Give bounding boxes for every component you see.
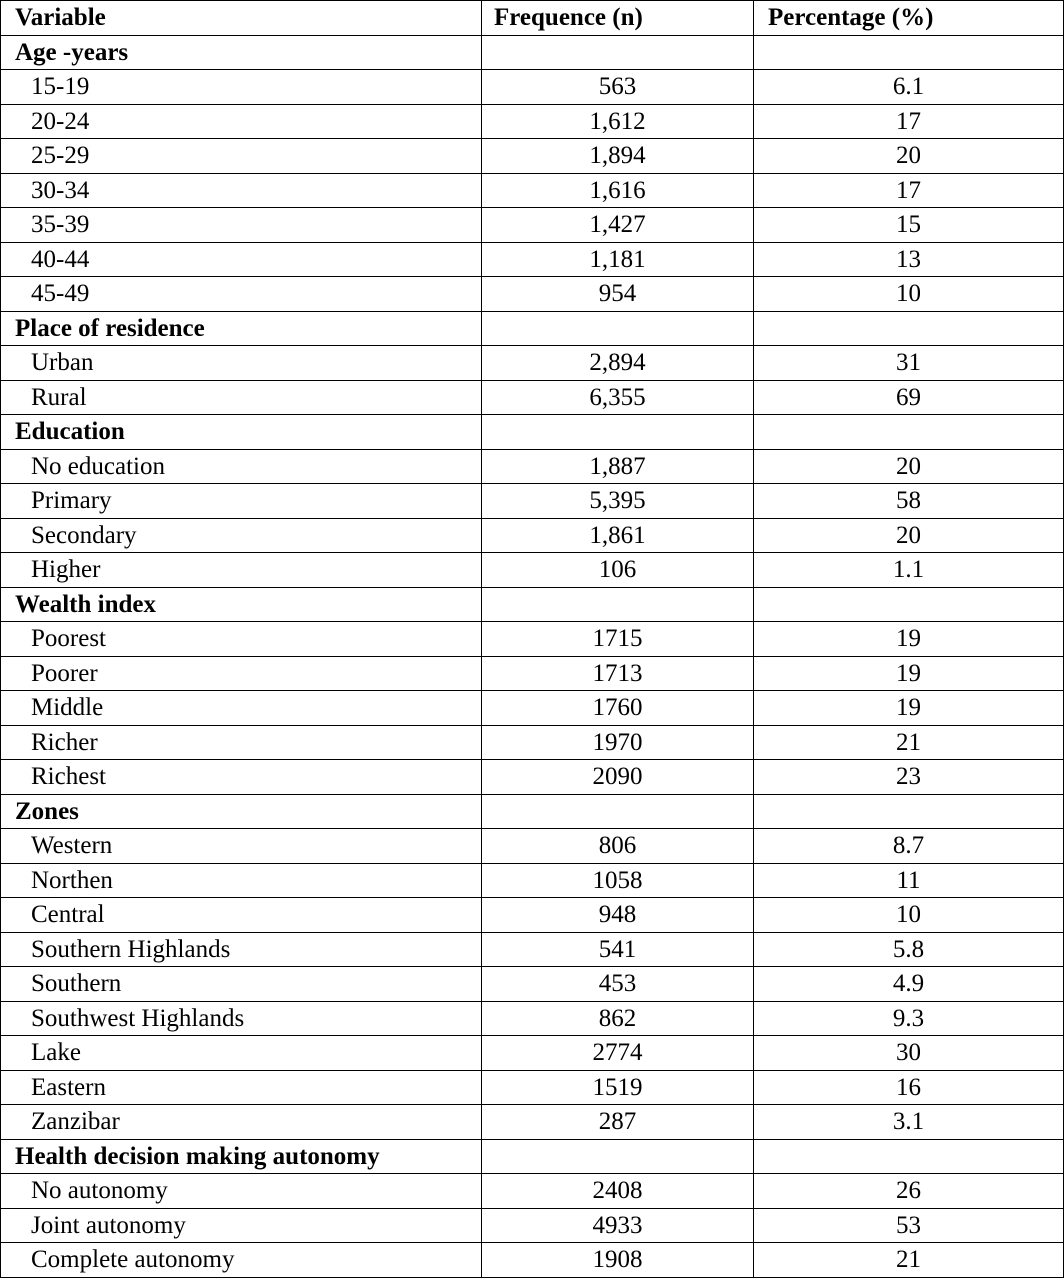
percentage-cell: 30: [754, 1036, 1064, 1071]
row-label: No education: [1, 449, 482, 484]
percentage-cell: 20: [754, 449, 1064, 484]
table-row: [1, 932, 1064, 967]
table-row: [1, 553, 1064, 588]
empty-cell: [482, 1139, 754, 1174]
percentage-cell: 17: [754, 173, 1064, 208]
section-row: [1, 415, 1064, 450]
empty-cell: [482, 415, 754, 450]
percentage-cell: 10: [754, 898, 1064, 933]
row-label: Middle: [1, 691, 482, 726]
table-row: [1, 208, 1064, 243]
percentage-cell: 10: [754, 277, 1064, 312]
percentage-cell: 23: [754, 760, 1064, 795]
table-row: [1, 139, 1064, 174]
table-row: [1, 277, 1064, 312]
section-title: Age -years: [1, 35, 482, 70]
row-label: Rural: [1, 380, 482, 415]
percentage-cell: 69: [754, 380, 1064, 415]
row-label: 15-19: [1, 70, 482, 105]
section-title: Zones: [1, 794, 482, 829]
header-row: [1, 1, 1064, 36]
percentage-cell: 4.9: [754, 967, 1064, 1002]
section-row: [1, 1139, 1064, 1174]
empty-cell: [754, 311, 1064, 346]
frequency-cell: 106: [482, 553, 754, 588]
row-label: 45-49: [1, 277, 482, 312]
table-row: [1, 691, 1064, 726]
frequency-cell: 1,612: [482, 104, 754, 139]
row-label: Complete autonomy: [1, 1243, 482, 1278]
table-row: [1, 1001, 1064, 1036]
percentage-cell: 1.1: [754, 553, 1064, 588]
row-label: 30-34: [1, 173, 482, 208]
frequency-cell: 954: [482, 277, 754, 312]
empty-cell: [482, 311, 754, 346]
empty-cell: [754, 35, 1064, 70]
table-row: [1, 863, 1064, 898]
table-row: [1, 1174, 1064, 1209]
empty-cell: [754, 415, 1064, 450]
section-title: Wealth index: [1, 587, 482, 622]
percentage-cell: 19: [754, 656, 1064, 691]
frequency-cell: 1519: [482, 1070, 754, 1105]
frequency-cell: 2090: [482, 760, 754, 795]
percentage-cell: 53: [754, 1208, 1064, 1243]
percentage-cell: 5.8: [754, 932, 1064, 967]
percentage-cell: 58: [754, 484, 1064, 519]
row-label: Southern: [1, 967, 482, 1002]
frequency-cell: 1,181: [482, 242, 754, 277]
row-label: Richer: [1, 725, 482, 760]
table-row: [1, 449, 1064, 484]
frequency-cell: 1,427: [482, 208, 754, 243]
frequency-cell: 1760: [482, 691, 754, 726]
percentage-cell: 19: [754, 691, 1064, 726]
table-row: [1, 104, 1064, 139]
frequency-cell: 2,894: [482, 346, 754, 381]
row-label: Urban: [1, 346, 482, 381]
empty-cell: [754, 587, 1064, 622]
percentage-cell: 9.3: [754, 1001, 1064, 1036]
table-row: [1, 1105, 1064, 1140]
percentage-cell: 17: [754, 104, 1064, 139]
table-body: [1, 35, 1064, 1277]
table-row: [1, 484, 1064, 519]
table-row: [1, 622, 1064, 657]
frequency-cell: 1970: [482, 725, 754, 760]
table-row: [1, 242, 1064, 277]
percentage-cell: 13: [754, 242, 1064, 277]
row-label: 20-24: [1, 104, 482, 139]
frequency-cell: 862: [482, 1001, 754, 1036]
section-title: Health decision making autonomy: [1, 1139, 482, 1174]
row-label: 25-29: [1, 139, 482, 174]
row-label: Western: [1, 829, 482, 864]
table-row: [1, 173, 1064, 208]
row-label: Primary: [1, 484, 482, 519]
percentage-cell: 26: [754, 1174, 1064, 1209]
percentage-cell: 8.7: [754, 829, 1064, 864]
table-row: [1, 725, 1064, 760]
table-row: [1, 346, 1064, 381]
frequency-cell: 1715: [482, 622, 754, 657]
row-label: Southwest Highlands: [1, 1001, 482, 1036]
row-label: 40-44: [1, 242, 482, 277]
percentage-cell: 3.1: [754, 1105, 1064, 1140]
section-row: [1, 587, 1064, 622]
section-row: [1, 794, 1064, 829]
percentage-cell: 31: [754, 346, 1064, 381]
frequency-cell: 541: [482, 932, 754, 967]
percentage-cell: 16: [754, 1070, 1064, 1105]
row-label: 35-39: [1, 208, 482, 243]
row-label: Central: [1, 898, 482, 933]
header-frequency: Frequence (n): [482, 1, 754, 36]
row-label: Richest: [1, 760, 482, 795]
table-row: [1, 70, 1064, 105]
table-row: [1, 656, 1064, 691]
frequency-cell: 2408: [482, 1174, 754, 1209]
empty-cell: [754, 1139, 1064, 1174]
frequency-cell: 2774: [482, 1036, 754, 1071]
frequency-cell: 948: [482, 898, 754, 933]
table-row: [1, 967, 1064, 1002]
frequency-cell: 5,395: [482, 484, 754, 519]
frequency-cell: 1,887: [482, 449, 754, 484]
section-title: Education: [1, 415, 482, 450]
frequency-cell: 1,616: [482, 173, 754, 208]
table-row: [1, 1036, 1064, 1071]
empty-cell: [482, 794, 754, 829]
percentage-cell: 11: [754, 863, 1064, 898]
percentage-cell: 19: [754, 622, 1064, 657]
header-variable: Variable: [1, 1, 482, 36]
row-label: No autonomy: [1, 1174, 482, 1209]
table-row: [1, 1243, 1064, 1278]
frequency-cell: 6,355: [482, 380, 754, 415]
table-row: [1, 1208, 1064, 1243]
section-row: [1, 35, 1064, 70]
percentage-cell: 21: [754, 1243, 1064, 1278]
frequency-cell: 1713: [482, 656, 754, 691]
section-row: [1, 311, 1064, 346]
frequency-cell: 1058: [482, 863, 754, 898]
frequency-cell: 1,861: [482, 518, 754, 553]
percentage-cell: 6.1: [754, 70, 1064, 105]
frequency-cell: 1,894: [482, 139, 754, 174]
frequency-cell: 1908: [482, 1243, 754, 1278]
empty-cell: [482, 587, 754, 622]
row-label: Secondary: [1, 518, 482, 553]
percentage-cell: 20: [754, 139, 1064, 174]
table-row: [1, 829, 1064, 864]
row-label: Eastern: [1, 1070, 482, 1105]
section-title: Place of residence: [1, 311, 482, 346]
header-percentage: Percentage (%): [754, 1, 1064, 36]
table-row: [1, 518, 1064, 553]
table-row: [1, 760, 1064, 795]
empty-cell: [482, 35, 754, 70]
table-row: [1, 380, 1064, 415]
row-label: Zanzibar: [1, 1105, 482, 1140]
percentage-cell: 15: [754, 208, 1064, 243]
row-label: Southern Highlands: [1, 932, 482, 967]
frequency-cell: 563: [482, 70, 754, 105]
frequency-cell: 4933: [482, 1208, 754, 1243]
frequency-cell: 453: [482, 967, 754, 1002]
row-label: Higher: [1, 553, 482, 588]
row-label: Poorest: [1, 622, 482, 657]
empty-cell: [754, 794, 1064, 829]
table-header: [1, 1, 1064, 36]
frequency-cell: 806: [482, 829, 754, 864]
frequency-cell: 287: [482, 1105, 754, 1140]
percentage-cell: 21: [754, 725, 1064, 760]
row-label: Northen: [1, 863, 482, 898]
row-label: Poorer: [1, 656, 482, 691]
row-label: Lake: [1, 1036, 482, 1071]
table-row: [1, 898, 1064, 933]
row-label: Joint autonomy: [1, 1208, 482, 1243]
table-row: [1, 1070, 1064, 1105]
percentage-cell: 20: [754, 518, 1064, 553]
